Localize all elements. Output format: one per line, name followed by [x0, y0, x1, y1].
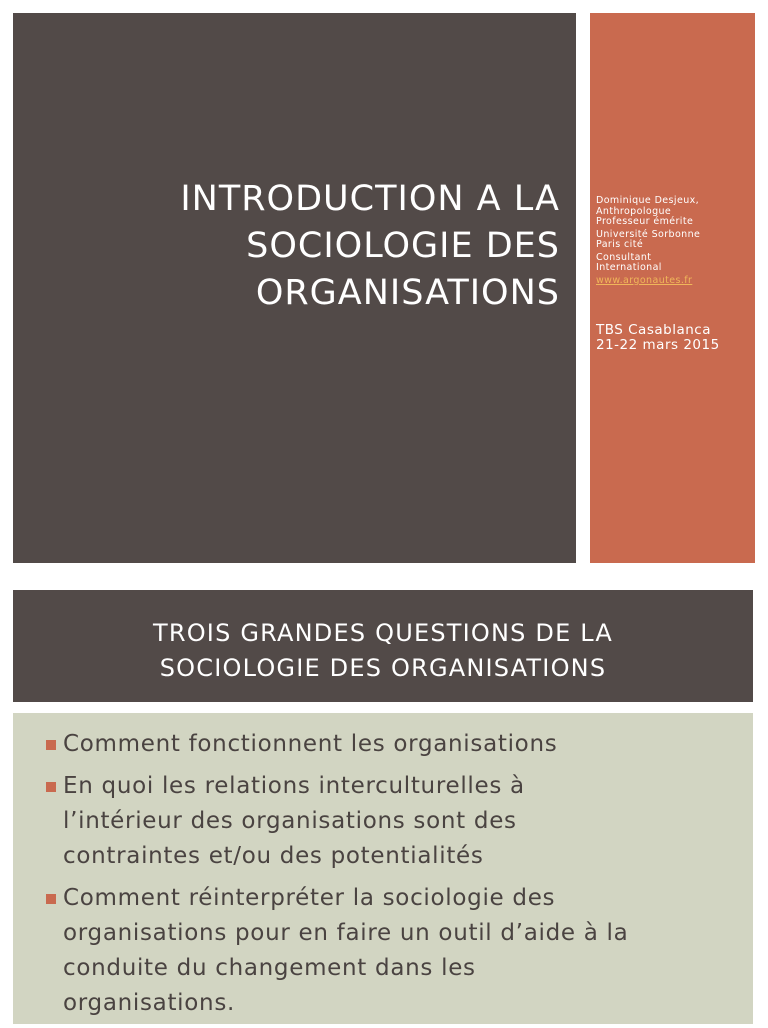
bullet-text-line: conduite du changement dans les: [63, 955, 476, 981]
event-dates: 21-22 mars 2015: [596, 337, 720, 353]
bullet-text-line: organisations.: [63, 990, 236, 1016]
bullet-item: [46, 881, 736, 1021]
bullet-square-icon: [46, 782, 56, 792]
bullet-text-line: Comment réinterpréter la sociologie des: [63, 885, 556, 911]
slide1-title: [43, 176, 560, 317]
bullet-square-icon: [46, 894, 56, 904]
slide1-title-panel: [13, 13, 576, 563]
event-info: [596, 323, 754, 353]
bullet-text-line: Comment fonctionnent les organisations: [63, 731, 558, 757]
bullet-square-icon: [46, 740, 56, 750]
bullet-text-line: contraintes et/ou des potentialités: [63, 843, 484, 869]
author-role: Professeur émérite: [596, 216, 694, 227]
slide1-title-line: ORGANISATIONS: [255, 273, 560, 313]
bullet-item: [46, 727, 736, 762]
bullet-text-line: En quoi les relations interculturelles à: [63, 773, 525, 799]
author-info: [596, 196, 754, 286]
bullet-item: [46, 769, 736, 874]
slide2-header: [13, 590, 753, 702]
slide1-title-line: SOCIOLOGIE DES: [246, 226, 560, 266]
website-link[interactable]: www.argonautes.fr: [596, 274, 693, 286]
slide2-title: [13, 616, 753, 686]
slide2-title-line: SOCIOLOGIE DES ORGANISATIONS: [159, 654, 607, 682]
slide1-info-panel: [590, 13, 755, 563]
author-consultant: International: [596, 262, 662, 273]
event-location: TBS Casablanca: [596, 322, 711, 338]
author-university: Université Sorbonne: [596, 228, 701, 240]
slide1-title-line: INTRODUCTION A LA: [180, 179, 560, 219]
slide2-body: [13, 713, 753, 1024]
bullet-text-line: organisations pour en faire un outil d’aide à la: [63, 920, 629, 946]
slide2-title-line: TROIS GRANDES QUESTIONS DE LA: [152, 619, 614, 647]
author-consultant: Consultant: [596, 251, 652, 263]
author-role: Anthropologue: [596, 205, 672, 217]
author-name: Dominique Desjeux,: [596, 195, 700, 206]
author-university: Paris cité: [596, 239, 644, 250]
bullet-text-line: l’intérieur des organisations sont des: [63, 808, 517, 834]
bullet-list: [46, 727, 736, 1028]
